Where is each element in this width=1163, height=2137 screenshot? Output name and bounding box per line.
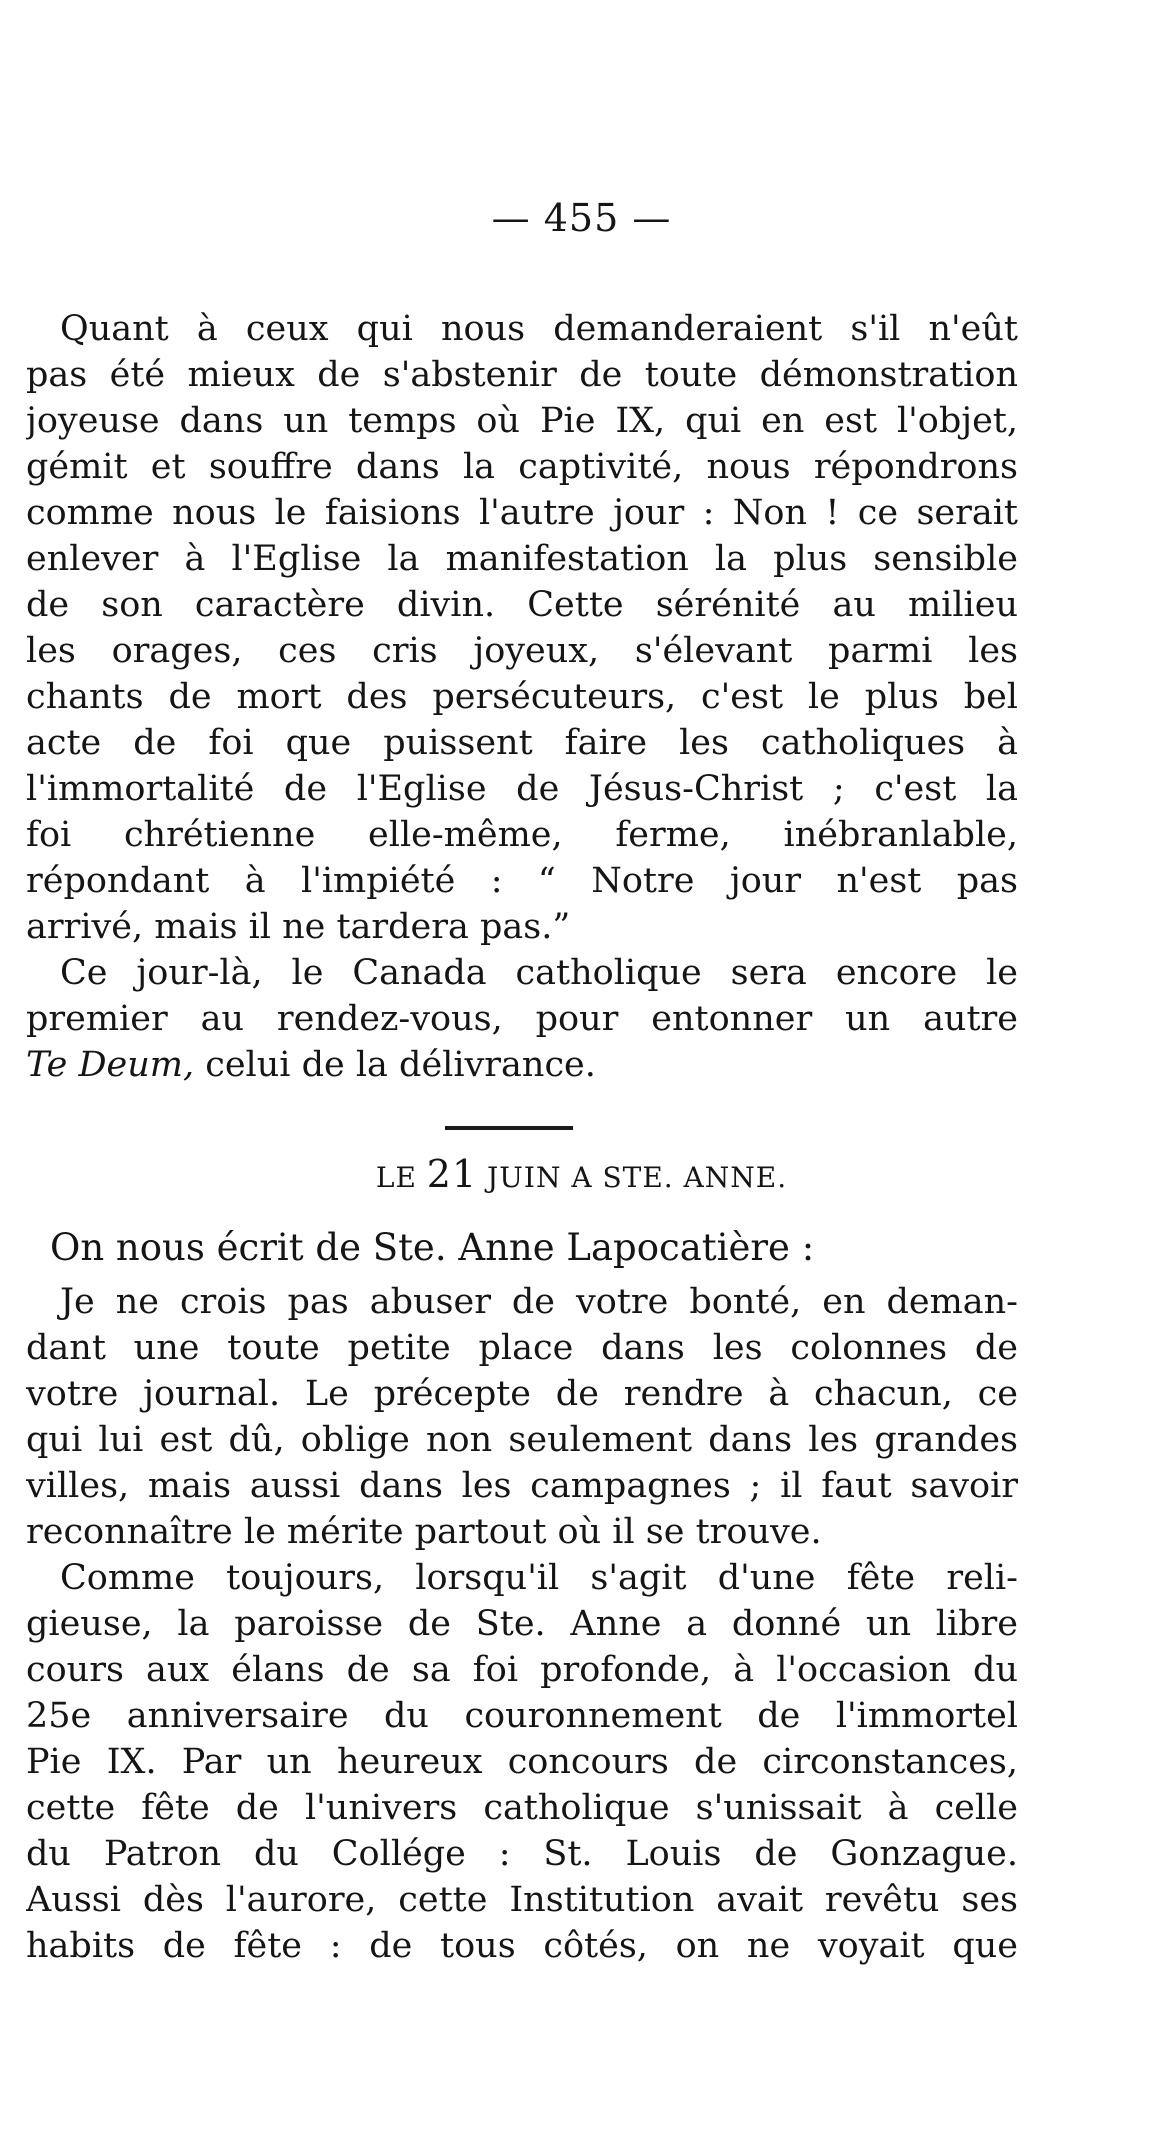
text-line: Je ne crois pas abuser de votre bonté, en deman- <box>60 1282 1018 1322</box>
page-number: — 455 — <box>491 196 672 240</box>
text-block-lower <box>26 1233 1018 1969</box>
heading-number: 21 <box>426 1152 478 1196</box>
te-deum-italic: Te Deum, <box>26 1045 195 1085</box>
text-line: de son caractère divin. Cette sérénité au milieu <box>26 585 1018 625</box>
text-line: pas été mieux de s'abstenir de toute démonstration <box>26 355 1018 395</box>
text-line <box>26 1042 1018 1088</box>
text-line: répondant à l'impiété : “ Notre jour n'est pas <box>26 861 1018 901</box>
text-line: joyeuse dans un temps où Pie IX, qui en est l'objet, <box>26 401 1018 441</box>
text-block-upper <box>26 306 1018 1088</box>
text-line-rest: celui de la délivrance. <box>194 1045 596 1085</box>
text-line: Quant à ceux qui nous demanderaient s'il n'eût <box>60 309 1018 349</box>
text-line: cette fête de l'univers catholique s'unissait à celle <box>26 1788 1018 1828</box>
text-line: villes, mais aussi dans les campagnes ; il faut savoir <box>26 1466 1018 1506</box>
intro-line: On nous écrit de Ste. Anne Lapocatière : <box>50 1226 815 1269</box>
text-line: les orages, ces cris joyeux, s'élevant parmi les <box>26 631 1018 671</box>
text-line: habits de fête : de tous côtés, on ne voyait que <box>26 1926 1018 1966</box>
heading-pre: LE <box>375 1161 427 1194</box>
text-line: qui lui est dû, oblige non seulement dans les grandes <box>26 1420 1018 1460</box>
text-line: Pie IX. Par un heureux concours de circonstances, <box>26 1742 1018 1782</box>
text-line: acte de foi que puissent faire les catholiques à <box>26 723 1018 763</box>
text-line: foi chrétienne elle-même, ferme, inébranlable, <box>26 815 1018 855</box>
text-line: chants de mort des persécuteurs, c'est le plus bel <box>26 677 1018 717</box>
text-line: dant une toute petite place dans les colonnes de <box>26 1328 1018 1368</box>
text-line: Comme toujours, lorsqu'il s'agit d'une fête reli- <box>60 1558 1018 1598</box>
section-divider <box>445 1126 573 1130</box>
text-line: gémit et souffre dans la captivité, nous répondrons <box>26 447 1018 487</box>
text-line: arrivé, mais il ne tardera pas.” <box>26 907 571 947</box>
section-heading <box>0 1152 1163 1196</box>
text-line: comme nous le faisions l'autre jour : Non ! ce serait <box>26 493 1018 533</box>
text-line: 25e anniversaire du couronnement de l'immortel <box>26 1696 1018 1736</box>
text-line: reconnaître le mérite partout où il se trouve. <box>26 1512 822 1552</box>
text-line: Ce jour-là, le Canada catholique sera encore le <box>60 953 1018 993</box>
heading-post: JUIN A STE. ANNE. <box>477 1161 788 1194</box>
text-line: cours aux élans de sa foi profonde, à l'occasion du <box>26 1650 1018 1690</box>
text-line: gieuse, la paroisse de Ste. Anne a donné un libre <box>26 1604 1018 1644</box>
text-line: votre journal. Le précepte de rendre à chacun, ce <box>26 1374 1018 1414</box>
text-line: du Patron du Collége : St. Louis de Gonzague. <box>26 1834 1018 1874</box>
text-line: l'immortalité de l'Eglise de Jésus-Christ ; c'est la <box>26 769 1018 809</box>
text-line: enlever à l'Eglise la manifestation la plus sensible <box>26 539 1018 579</box>
text-line: Aussi dès l'aurore, cette Institution avait revêtu ses <box>26 1880 1018 1920</box>
text-line: premier au rendez-vous, pour entonner un autre <box>26 999 1018 1039</box>
